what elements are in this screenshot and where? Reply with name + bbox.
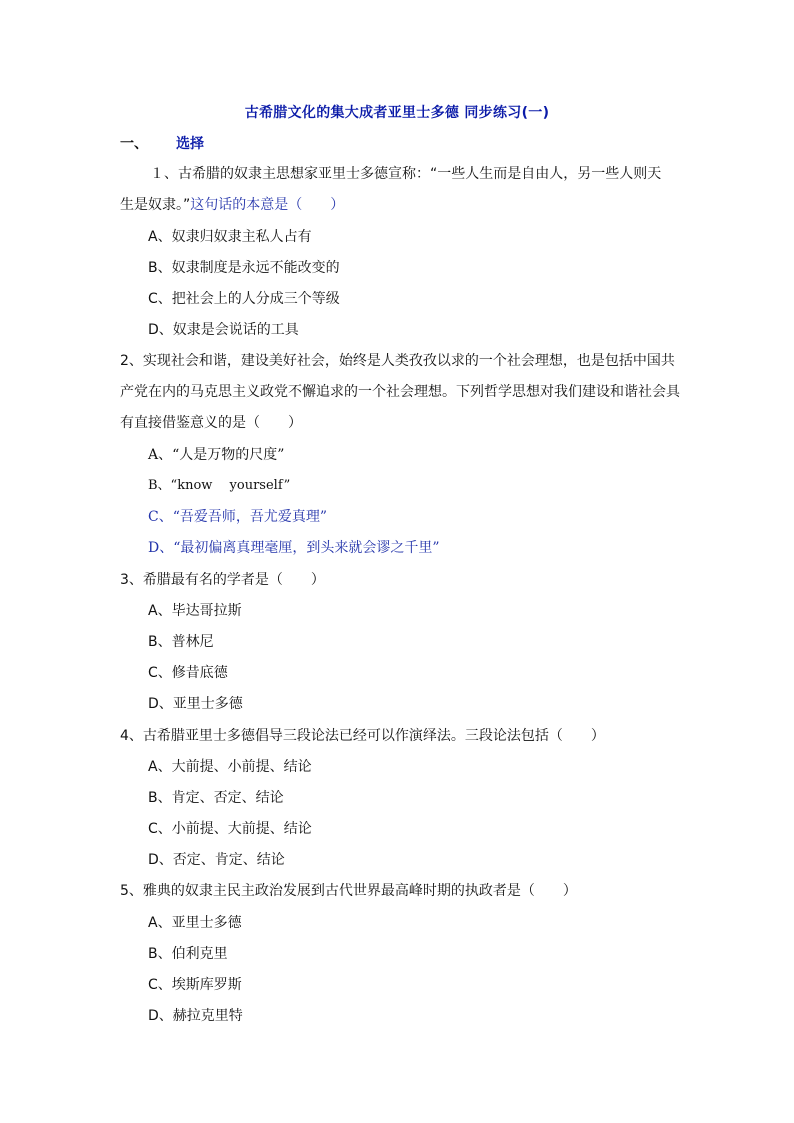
question-4-option-b: B、肯定、否定、结论 (148, 790, 284, 806)
question-2-option-a: A、“人是万物的尺度” (148, 447, 285, 463)
question-1-option-c: C、把社会上的人分成三个等级 (148, 291, 340, 307)
question-5-option-d: D、赫拉克里特 (148, 1008, 243, 1024)
question-5-option-b: B、伯利克里 (148, 946, 228, 962)
question-2-stem-line-3: 有直接借鉴意义的是（ ） (120, 415, 302, 431)
question-5-option-a: A、亚里士多德 (148, 915, 242, 931)
question-3-option-c: C、修昔底德 (148, 665, 228, 681)
question-1-stem-line-2a: 生是奴隶。” (120, 197, 191, 213)
question-1-option-b: B、奴隶制度是永远不能改变的 (148, 260, 340, 276)
question-1-stem-line-1: １、古希腊的奴隶主思想家亚里士多德宣称：“一些人生而是自由人，另一些人则天 (150, 166, 662, 182)
question-5-stem: 5、雅典的奴隶主民主政治发展到古代世界最高峰时期的执政者是（ ） (120, 883, 577, 899)
question-1-stem-line-2 (120, 195, 344, 215)
question-5-option-c: C、埃斯库罗斯 (148, 977, 242, 993)
question-4-option-d: D、否定、肯定、结论 (148, 852, 285, 868)
question-4-option-a: A、大前提、小前提、结论 (148, 759, 312, 775)
question-1-option-d: D、奴隶是会说话的工具 (148, 322, 299, 338)
section-number: 一、 (120, 136, 148, 152)
question-1-option-a: A、奴隶归奴隶主私人占有 (148, 229, 312, 245)
question-2-stem-line-2: 产党在内的马克思主义政党不懈追求的一个社会理想。下列哲学思想对我们建设和谐社会具 (120, 384, 680, 400)
question-3-stem: 3、希腊最有名的学者是（ ） (120, 572, 325, 588)
document-title: 古希腊文化的集大成者亚里士多德 同步练习(一) (244, 105, 550, 121)
question-2-stem-line-1: 2、实现社会和谐，建设美好社会，始终是人类孜孜以求的一个社会理想，也是包括中国共 (120, 353, 675, 369)
question-3-option-a: A、毕达哥拉斯 (148, 603, 242, 619)
question-2-option-b: B、“know yourself” (148, 478, 291, 493)
section-heading (120, 133, 204, 153)
question-4-stem: 4、古希腊亚里士多德倡导三段论法已经可以作演绎法。三段论法包括（ ） (120, 728, 605, 744)
section-label: 选择 (176, 136, 204, 152)
question-4-option-c: C、小前提、大前提、结论 (148, 821, 312, 837)
question-2-option-d: D、“最初偏离真理毫厘，到头来就会谬之千里” (148, 540, 440, 556)
question-3-option-d: D、亚里士多德 (148, 696, 243, 712)
question-3-option-b: B、普林尼 (148, 634, 214, 650)
question-1-stem-line-2b: 这句话的本意是（ ） (190, 197, 345, 213)
question-2-option-c: C、“吾爱吾师，吾尤爱真理” (148, 509, 328, 525)
